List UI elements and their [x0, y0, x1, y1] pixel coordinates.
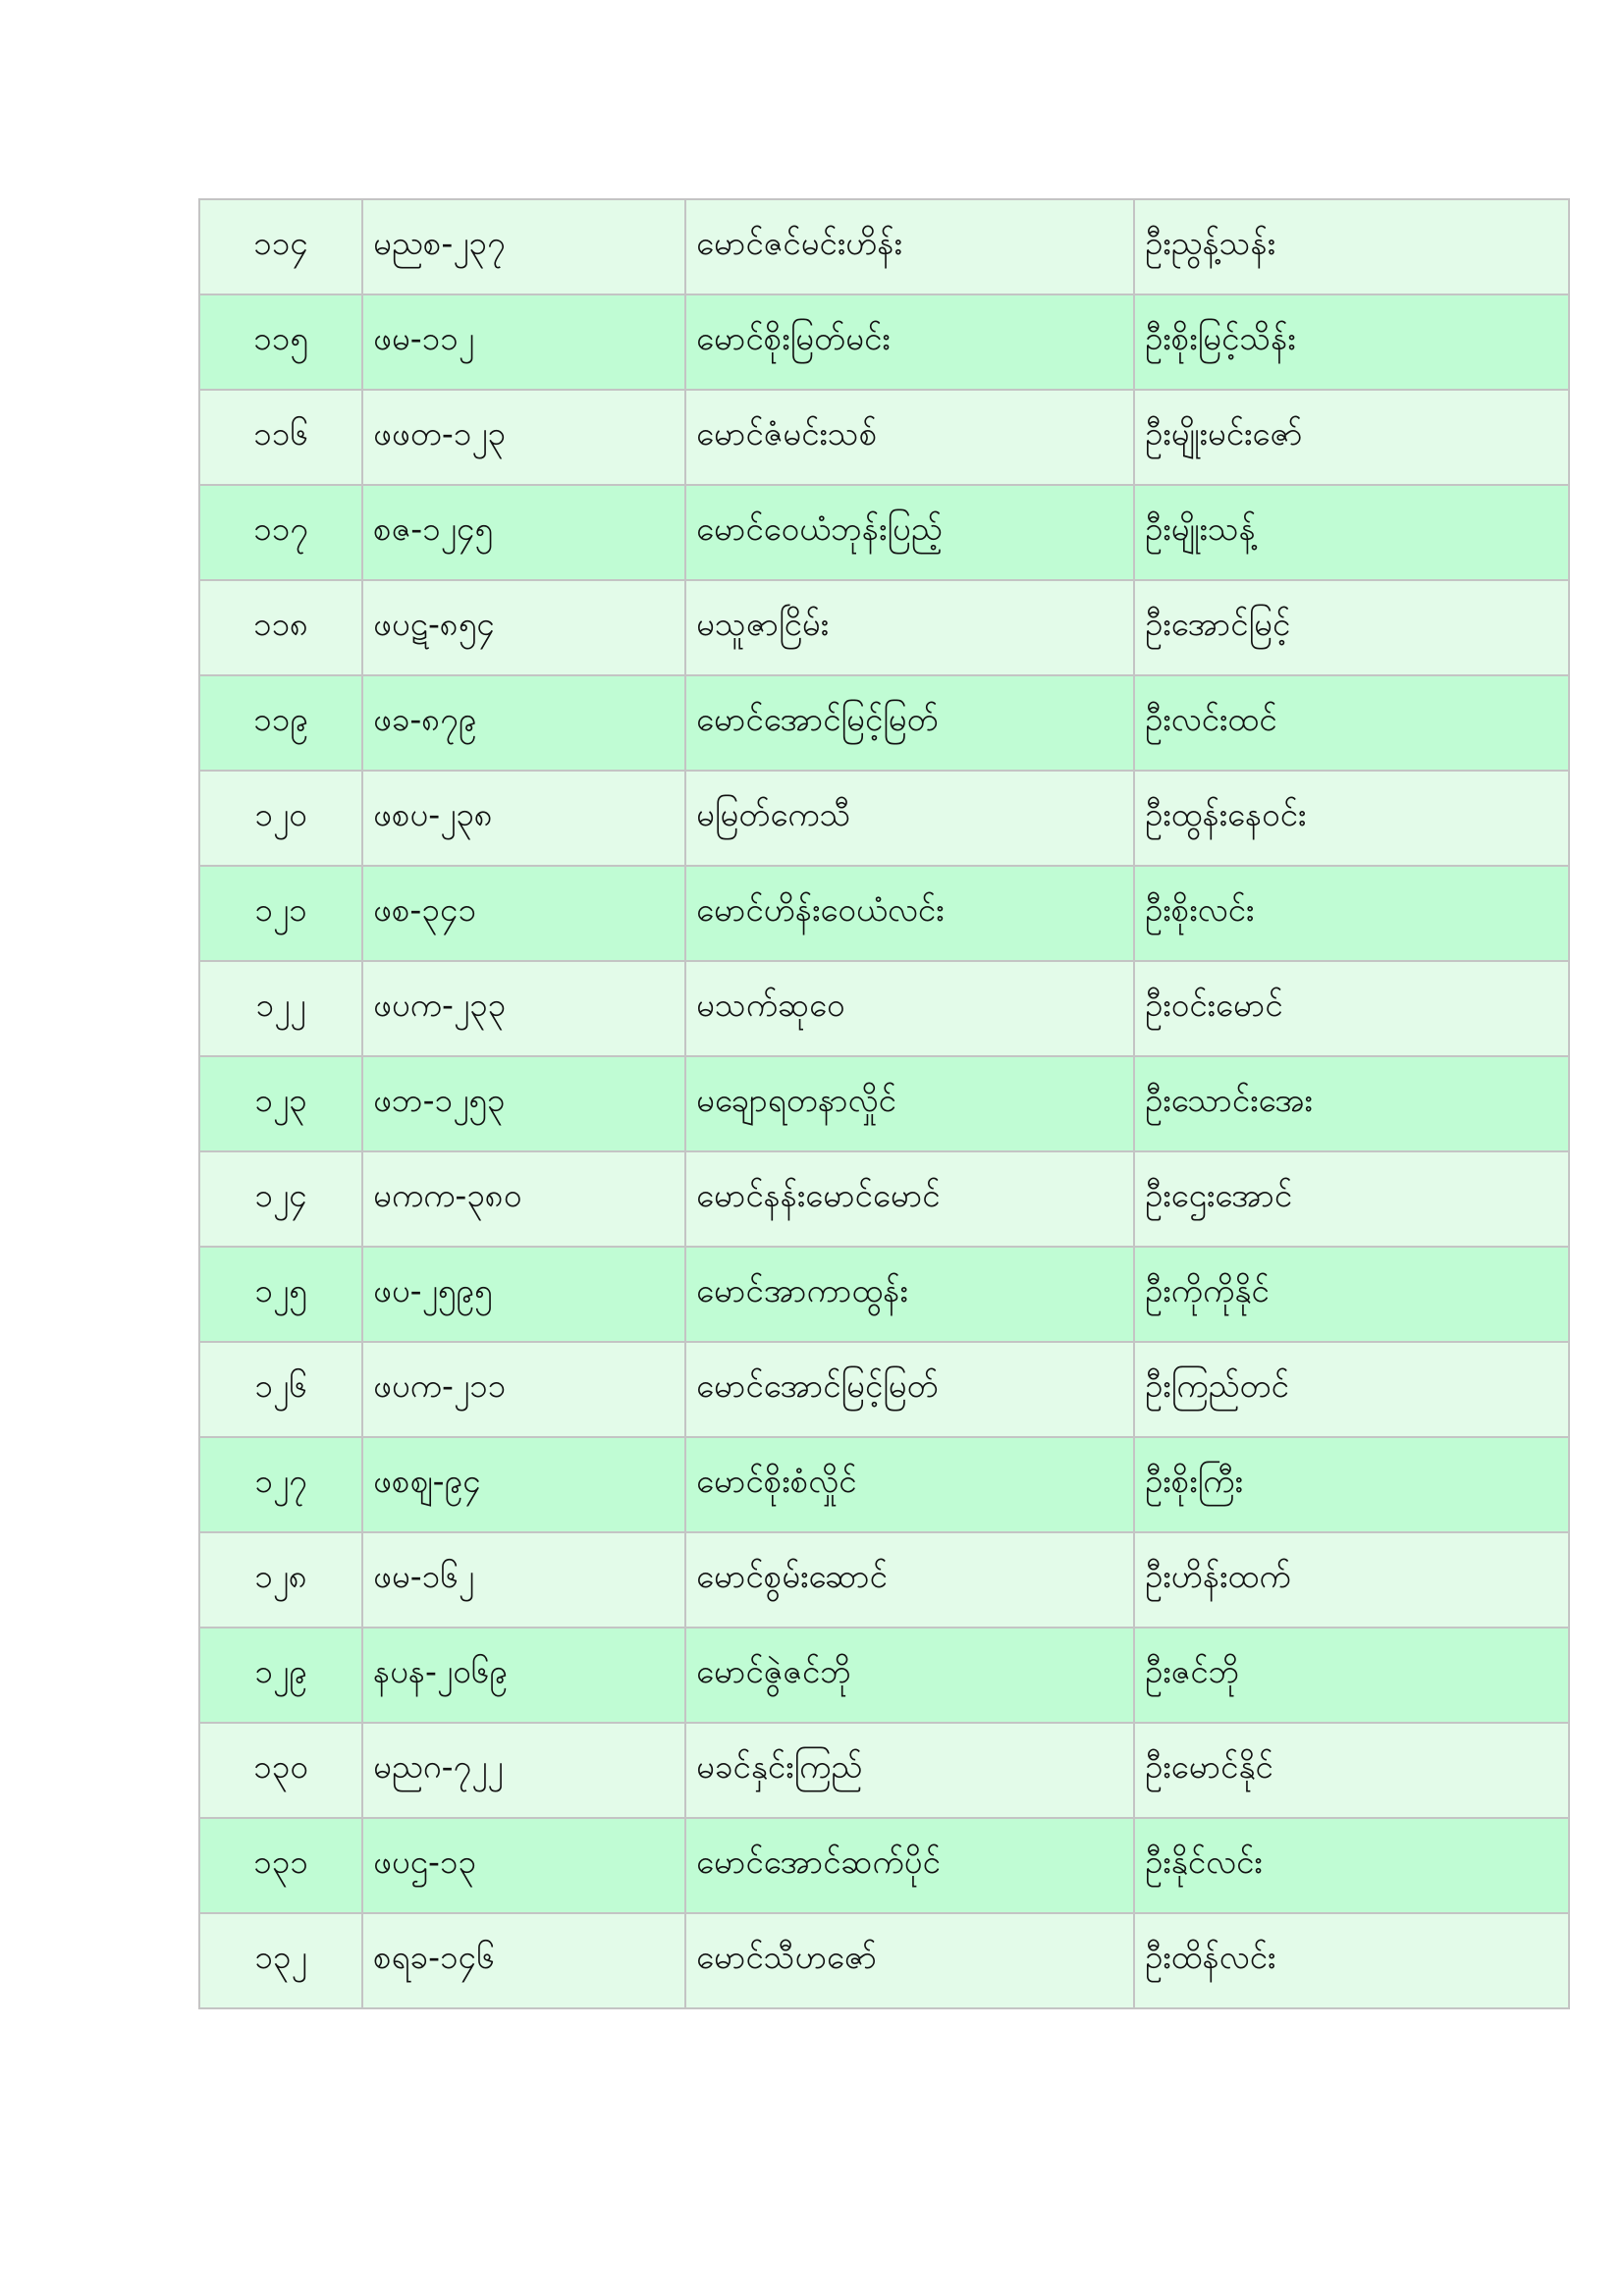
father-name-cell: ဦးစိုးမြင့်သိန်း [1134, 294, 1569, 390]
table-row [199, 580, 1569, 675]
father-name-cell: ဦးမျိုးမင်းဇော် [1134, 390, 1569, 485]
registration-code-cell: စဇ-၁၂၄၅ [362, 485, 685, 580]
row-number-cell: ၁၂၁ [199, 866, 362, 961]
father-name-cell: ဦးညွန့်သန်း [1134, 199, 1569, 294]
row-number-cell: ၁၁၆ [199, 390, 362, 485]
father-name-cell: ဦးစိုးလင်း [1134, 866, 1569, 961]
registration-code-cell: ဖဘ-၁၂၅၃ [362, 1056, 685, 1151]
student-name-cell: မသူဇာငြိမ်း [685, 580, 1134, 675]
row-number-cell: ၁၃၂ [199, 1913, 362, 2008]
student-name-cell: မောင်သီဟဇော် [685, 1913, 1134, 2008]
father-name-cell: ဦးမျိုးသန့် [1134, 485, 1569, 580]
registration-code-cell: ဖပက-၂၁၁ [362, 1342, 685, 1437]
table-row [199, 485, 1569, 580]
father-name-cell: ဦးစိုးကြီး [1134, 1437, 1569, 1532]
father-name-cell: ဦးဌေးအောင် [1134, 1151, 1569, 1247]
table-row [199, 1723, 1569, 1818]
row-number-cell: ၁၂၅ [199, 1247, 362, 1342]
registration-code-cell: ဖမ-၁၆၂ [362, 1532, 685, 1628]
student-name-cell: မောင်စိုးစံလှိုင် [685, 1437, 1134, 1532]
father-name-cell: ဦးဟိန်းထက် [1134, 1532, 1569, 1628]
father-name-cell: ဦးနိုင်လင်း [1134, 1818, 1569, 1913]
student-name-cell: မောင်ဝေယံဘုန်းပြည့် [685, 485, 1134, 580]
row-number-cell: ၁၂၃ [199, 1056, 362, 1151]
registration-code-cell: ဖမ-၁၁၂ [362, 294, 685, 390]
row-number-cell: ၁၁၅ [199, 294, 362, 390]
registration-code-cell: ဖစပ-၂၃၈ [362, 771, 685, 866]
registration-code-cell: မကက-၃၈၀ [362, 1151, 685, 1247]
row-number-cell: ၁၂၈ [199, 1532, 362, 1628]
table-row [199, 866, 1569, 961]
row-number-cell: ၁၁၄ [199, 199, 362, 294]
registration-code-cell: မညဂ-၇၂၂ [362, 1723, 685, 1818]
registration-code-cell: မညစ-၂၃၇ [362, 199, 685, 294]
father-name-cell: ဦးကြည်တင် [1134, 1342, 1569, 1437]
student-table [198, 198, 1570, 2009]
row-number-cell: ၁၂၇ [199, 1437, 362, 1532]
registration-code-cell: စရခ-၁၄၆ [362, 1913, 685, 2008]
table-row [199, 1247, 1569, 1342]
row-number-cell: ၁၂၆ [199, 1342, 362, 1437]
table-row [199, 771, 1569, 866]
table-row [199, 1342, 1569, 1437]
registration-code-cell: နပန-၂၀၆၉ [362, 1628, 685, 1723]
father-name-cell: ဦးထွန်းနေဝင်း [1134, 771, 1569, 866]
father-name-cell: ဦးဝင်းမောင် [1134, 961, 1569, 1056]
student-name-cell: မောင်စွမ်းဆောင် [685, 1532, 1134, 1628]
registration-code-cell: ဖစ-၃၄၁ [362, 866, 685, 961]
registration-code-cell: ဖပက-၂၃၃ [362, 961, 685, 1056]
student-name-cell: မောင်အောင်မြင့်မြတ် [685, 1342, 1134, 1437]
registration-code-cell: ဖပဋ-၈၅၄ [362, 580, 685, 675]
father-name-cell: ဦးအောင်မြင့် [1134, 580, 1569, 675]
student-name-cell: မောင်အောင်ဆက်ပိုင် [685, 1818, 1134, 1913]
father-name-cell: ဦးဇင်ဘို [1134, 1628, 1569, 1723]
student-name-cell: မောင်ဇံမင်းသစ် [685, 390, 1134, 485]
table-row [199, 961, 1569, 1056]
student-name-cell: မချောရတနာလှိုင် [685, 1056, 1134, 1151]
student-name-cell: မောင်ဇွဲဇင်ဘို [685, 1628, 1134, 1723]
student-name-cell: မောင်စိုးမြတ်မင်း [685, 294, 1134, 390]
father-name-cell: ဦးလင်းထင် [1134, 675, 1569, 771]
student-name-cell: မောင်အာကာထွန်း [685, 1247, 1134, 1342]
row-number-cell: ၁၁၉ [199, 675, 362, 771]
registration-code-cell: ဖပဌ-၁၃ [362, 1818, 685, 1913]
father-name-cell: ဦးသောင်းအေး [1134, 1056, 1569, 1151]
row-number-cell: ၁၂၉ [199, 1628, 362, 1723]
table-row [199, 675, 1569, 771]
student-name-cell: မမြတ်ကေသီ [685, 771, 1134, 866]
table-row [199, 1437, 1569, 1532]
registration-code-cell: ဖပ-၂၅၉၅ [362, 1247, 685, 1342]
table-row [199, 390, 1569, 485]
row-number-cell: ၁၃၁ [199, 1818, 362, 1913]
father-name-cell: ဦးမောင်နိုင် [1134, 1723, 1569, 1818]
row-number-cell: ၁၃၀ [199, 1723, 362, 1818]
table-row [199, 294, 1569, 390]
table-row [199, 1818, 1569, 1913]
student-name-cell: မောင်အောင်မြင့်မြတ် [685, 675, 1134, 771]
table-row [199, 199, 1569, 294]
table-row [199, 1056, 1569, 1151]
row-number-cell: ၁၁၇ [199, 485, 362, 580]
student-name-cell: မသက်ဆုဝေ [685, 961, 1134, 1056]
father-name-cell: ဦးကိုကိုနိုင် [1134, 1247, 1569, 1342]
row-number-cell: ၁၁၈ [199, 580, 362, 675]
table-row [199, 1532, 1569, 1628]
row-number-cell: ၁၂၂ [199, 961, 362, 1056]
student-name-cell: မောင်ဇင်မင်းဟိန်း [685, 199, 1134, 294]
father-name-cell: ဦးထိန်လင်း [1134, 1913, 1569, 2008]
row-number-cell: ၁၂၀ [199, 771, 362, 866]
row-number-cell: ၁၂၄ [199, 1151, 362, 1247]
student-name-cell: မခင်နှင်းကြည် [685, 1723, 1134, 1818]
student-name-cell: မောင်ဟိန်းဝေယံလင်း [685, 866, 1134, 961]
table-row [199, 1151, 1569, 1247]
registration-code-cell: ဖဖတ-၁၂၃ [362, 390, 685, 485]
table-row [199, 1628, 1569, 1723]
table-body [199, 199, 1569, 2008]
table-row [199, 1913, 1569, 2008]
registration-code-cell: ဖစဈ-၉၄ [362, 1437, 685, 1532]
student-name-cell: မောင်နန်းမောင်မောင် [685, 1151, 1134, 1247]
registration-code-cell: ဖခ-၈၇၉ [362, 675, 685, 771]
